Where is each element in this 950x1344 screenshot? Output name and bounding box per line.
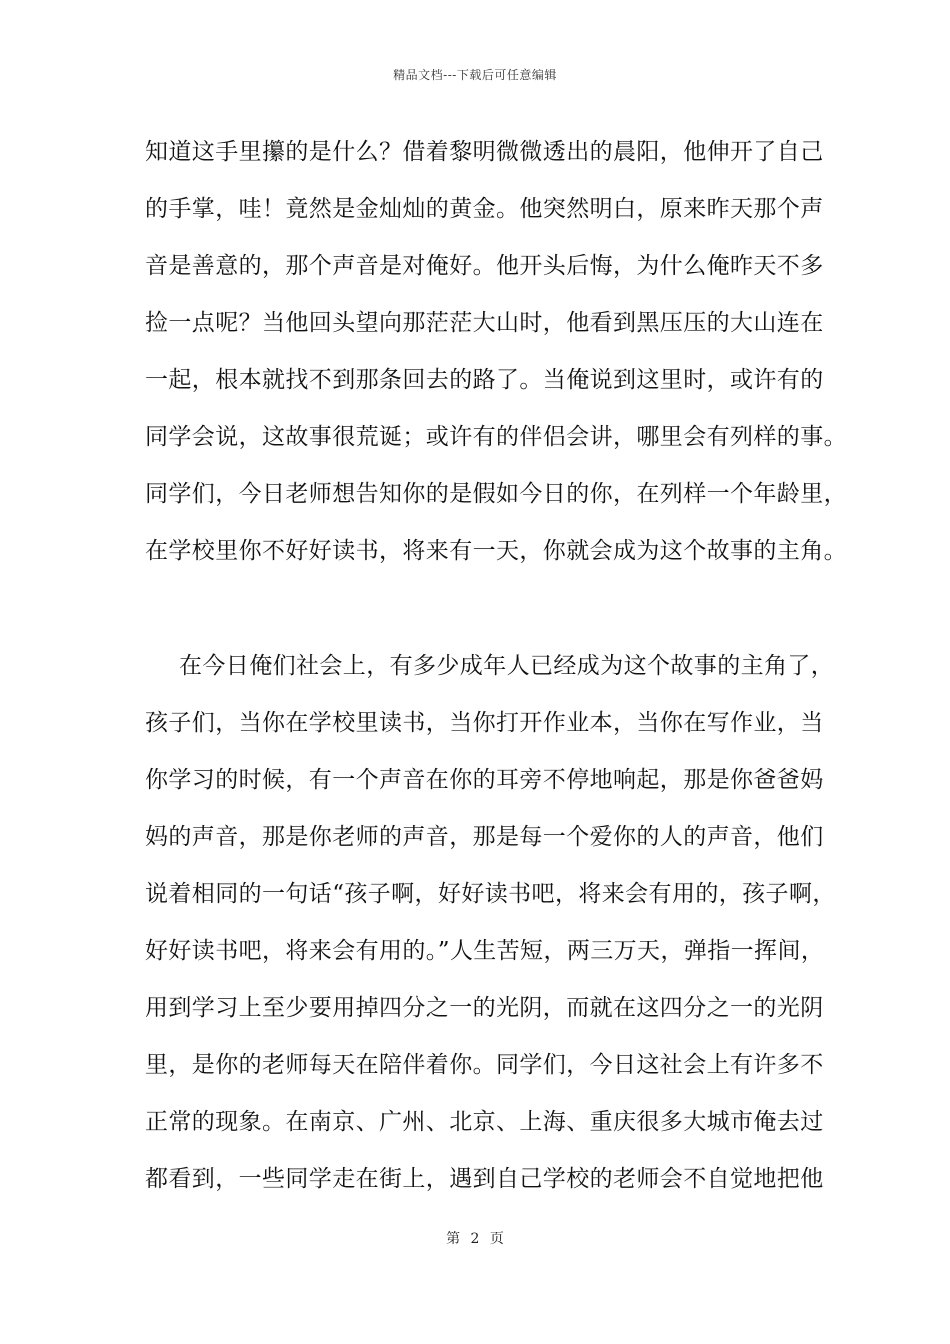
page-number: 2: [470, 1231, 480, 1247]
text-line: 在今日俺们社会上，有多少成年人已经成为这个故事的主角了，: [179, 653, 835, 679]
text-line: 同学会说，这故事很荒诞；或许有的伴侣会讲，哪里会有列样的事。: [145, 424, 847, 450]
text-line: 正常的现象。在南京、广州、北京、上海、重庆很多大城市俺去过: [145, 1109, 824, 1135]
text-line: 知道这手里攥的是什么？借着黎明微微透出的晨阳，他伸开了自己: [145, 139, 824, 165]
text-line: 的手掌，哇！竟然是金灿灿的黄金。他突然明白，原来昨天那个声: [145, 196, 824, 222]
text-line: 在学校里你不好好读书，将来有一天，你就会成为这个故事的主角。: [145, 538, 847, 564]
page-label-suffix: 页: [489, 1231, 504, 1247]
text-line: 都看到，一些同学走在街上，遇到自己学校的老师会不自觉地把他: [145, 1166, 824, 1192]
paragraph-2: [145, 638, 836, 1208]
page-label-prefix: 第: [446, 1231, 461, 1247]
text-line: 你学习的时候，有一个声音在你的耳旁不停地响起，那是你爸爸妈: [145, 767, 824, 793]
page-footer: [0, 1228, 950, 1248]
text-line: 同学们，今日老师想告知你的是假如今日的你，在列样一个年龄里，: [145, 481, 847, 507]
paragraph-1: [145, 124, 847, 580]
text-line: 捡一点呢？当他回头望向那茫茫大山时，他看到黑压压的大山连在: [145, 310, 824, 336]
text-line: 妈的声音，那是你老师的声音，那是每一个爱你的人的声音，他们: [145, 824, 824, 850]
text-line: 里，是你的老师每天在陪伴着你。同学们，今日这社会上有许多不: [145, 1052, 824, 1078]
text-line: 一起，根本就找不到那条回去的路了。当俺说到这里时，或许有的: [145, 367, 824, 393]
text-line: 说着相同的一句话“孩子啊，好好读书吧，将来会有用的，孩子啊，: [145, 881, 836, 907]
page-header: 精品文档---下载后可任意编辑: [393, 68, 557, 82]
text-line: 音是善意的，那个声音是对俺好。他开头后悔，为什么俺昨天不多: [145, 253, 824, 279]
text-line: 孩子们，当你在学校里读书，当你打开作业本，当你在写作业，当: [145, 710, 824, 736]
text-line: 好好读书吧，将来会有用的。”人生苦短，两三万天，弹指一挥间，: [145, 938, 825, 964]
text-line: 用到学习上至少要用掉四分之一的光阴，而就在这四分之一的光阴: [145, 995, 824, 1021]
